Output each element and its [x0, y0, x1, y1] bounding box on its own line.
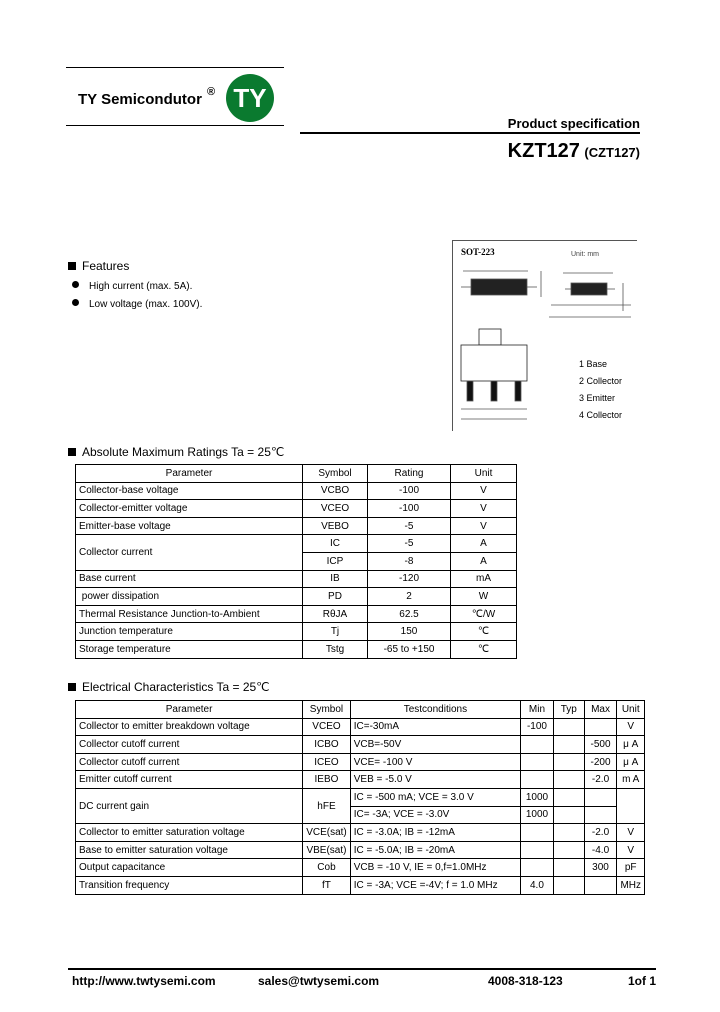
- table-row: [76, 605, 517, 623]
- table-header-row: [76, 465, 517, 483]
- table-cell: [521, 824, 554, 842]
- table-row: [76, 588, 517, 606]
- table-cell: [584, 788, 617, 806]
- table-cell: [553, 771, 584, 789]
- table-cell: VCEO: [303, 718, 351, 736]
- table-cell: IC = -3.0A; IB = -12mA: [350, 824, 520, 842]
- table-cell: -2.0: [584, 824, 617, 842]
- features-heading: Features: [68, 259, 129, 273]
- package-unit: Unit: mm: [571, 251, 599, 258]
- table-cell: Collector cutoff current: [76, 753, 303, 771]
- elec-char-table: [75, 700, 645, 895]
- table-cell: V: [451, 517, 517, 535]
- table-cell: [553, 876, 584, 894]
- table-cell: -5: [368, 535, 451, 553]
- table-cell: ℃: [451, 640, 517, 658]
- footer-page-number: 1of 1: [628, 974, 657, 988]
- table-cell: -65 to +150: [368, 640, 451, 658]
- table-cell: m A: [617, 771, 645, 789]
- table-row: [76, 841, 645, 859]
- table-cell: 2: [368, 588, 451, 606]
- table-cell: -500: [584, 736, 617, 754]
- table-cell: A: [451, 535, 517, 553]
- header-top-rule: [66, 67, 284, 68]
- table-cell: IC=-30mA: [350, 718, 520, 736]
- table-cell: [521, 771, 554, 789]
- registered-mark: ®: [207, 86, 216, 98]
- table-cell: IC= -3A; VCE = -3.0V: [350, 806, 520, 824]
- table-row: [76, 753, 645, 771]
- table-cell: Tj: [303, 623, 368, 641]
- product-specification-label: Product specification: [507, 116, 640, 131]
- table-row: [76, 788, 645, 806]
- table-cell: mA: [451, 570, 517, 588]
- pin-label: 4 Collector: [579, 410, 623, 420]
- table-row: [76, 570, 517, 588]
- table-cell: ℃/W: [451, 605, 517, 623]
- table-cell: ICP: [303, 552, 368, 570]
- table-cell: IC = -5.0A; IB = -20mA: [350, 841, 520, 859]
- table-cell: Cob: [303, 859, 351, 877]
- square-bullet-icon: [68, 448, 76, 456]
- table-cell: Emitter-base voltage: [76, 517, 303, 535]
- footer-website-link[interactable]: http://www.twtysemi.com: [72, 974, 216, 988]
- table-cell: DC current gain: [76, 788, 303, 823]
- footer-rule: [68, 968, 656, 970]
- table-cell: power dissipation: [76, 588, 303, 606]
- table-row: [76, 736, 645, 754]
- part-number-block: [508, 140, 640, 163]
- table-cell: 1000: [521, 788, 554, 806]
- table-cell: [553, 736, 584, 754]
- table-cell: pF: [617, 859, 645, 877]
- table-cell: -200: [584, 753, 617, 771]
- table-cell: V: [617, 841, 645, 859]
- table-cell: [584, 806, 617, 824]
- table-cell: Output capacitance: [76, 859, 303, 877]
- table-cell: Collector current: [76, 535, 303, 570]
- company-name: TY Semicondutor: [78, 91, 202, 108]
- table-cell: Thermal Resistance Junction-to-Ambient: [76, 605, 303, 623]
- table-cell: VCBO: [303, 482, 368, 500]
- abs-max-heading: Absolute Maximum Ratings Ta = 25℃: [68, 445, 284, 459]
- table-cell: 4.0: [521, 876, 554, 894]
- table-cell: [553, 753, 584, 771]
- table-cell: V: [451, 482, 517, 500]
- table-cell: Collector-emitter voltage: [76, 500, 303, 518]
- table-row: [76, 718, 645, 736]
- table-cell: Tstg: [303, 640, 368, 658]
- table-cell: -5: [368, 517, 451, 535]
- part-number: KZT127: [507, 140, 580, 162]
- abs-max-table: [75, 464, 517, 659]
- table-cell: 1000: [521, 806, 554, 824]
- table-row: [76, 771, 645, 789]
- table-cell: ℃: [451, 623, 517, 641]
- table-cell: [553, 841, 584, 859]
- round-bullet-icon: [72, 299, 79, 306]
- table-cell: [584, 876, 617, 894]
- footer-email-link[interactable]: sales@twtysemi.com: [258, 974, 380, 988]
- table-cell: PD: [303, 588, 368, 606]
- table-cell: VEB = -5.0 V: [350, 771, 520, 789]
- table-cell: [617, 788, 645, 823]
- table-cell: Base current: [76, 570, 303, 588]
- square-bullet-icon: [68, 683, 76, 691]
- alt-part-number: (CZT127): [584, 145, 640, 160]
- table-cell: -4.0: [584, 841, 617, 859]
- table-cell: [521, 841, 554, 859]
- column-header: Parameter: [76, 701, 303, 719]
- table-cell: [584, 718, 617, 736]
- footer-phone: 4008-318-123: [488, 974, 563, 988]
- table-cell: VCB = -10 V, IE = 0,f=1.0MHz: [350, 859, 520, 877]
- table-cell: IC: [303, 535, 368, 553]
- table-cell: Storage temperature: [76, 640, 303, 658]
- table-row: [76, 859, 645, 877]
- table-row: [76, 482, 517, 500]
- table-cell: 150: [368, 623, 451, 641]
- table-row: [76, 517, 517, 535]
- table-cell: [521, 753, 554, 771]
- table-cell: ICEO: [303, 753, 351, 771]
- column-header: Symbol: [303, 701, 351, 719]
- table-cell: IEBO: [303, 771, 351, 789]
- table-cell: V: [617, 824, 645, 842]
- table-cell: V: [617, 718, 645, 736]
- table-cell: VCB=-50V: [350, 736, 520, 754]
- column-header: Rating: [368, 465, 451, 483]
- package-drawing: [452, 240, 637, 431]
- column-header: Min: [521, 701, 554, 719]
- table-cell: [521, 736, 554, 754]
- column-header: Typ: [553, 701, 584, 719]
- table-cell: hFE: [303, 788, 351, 823]
- table-cell: Collector cutoff current: [76, 736, 303, 754]
- table-cell: IC = -3A; VCE =-4V; f = 1.0 MHz: [350, 876, 520, 894]
- table-cell: [553, 718, 584, 736]
- table-cell: 300: [584, 859, 617, 877]
- table-cell: 62.5: [368, 605, 451, 623]
- column-header: Parameter: [76, 465, 303, 483]
- square-bullet-icon: [68, 262, 76, 270]
- table-cell: Collector to emitter saturation voltage: [76, 824, 303, 842]
- table-header-row: [76, 701, 645, 719]
- table-cell: [553, 824, 584, 842]
- table-cell: fT: [303, 876, 351, 894]
- table-cell: VCE= -100 V: [350, 753, 520, 771]
- table-row: [76, 824, 645, 842]
- package-name: SOT-223: [461, 247, 495, 257]
- table-cell: Base to emitter saturation voltage: [76, 841, 303, 859]
- round-bullet-icon: [72, 281, 79, 288]
- table-cell: IC = -500 mA; VCE = 3.0 V: [350, 788, 520, 806]
- feature-item: Low voltage (max. 100V).: [72, 299, 202, 310]
- table-cell: μ A: [617, 753, 645, 771]
- table-cell: [553, 806, 584, 824]
- header-bottom-rule: [66, 125, 284, 126]
- table-cell: -2.0: [584, 771, 617, 789]
- column-header: Testconditions: [350, 701, 520, 719]
- table-cell: VCEO: [303, 500, 368, 518]
- table-cell: VBE(sat): [303, 841, 351, 859]
- table-cell: -8: [368, 552, 451, 570]
- table-cell: [553, 859, 584, 877]
- table-cell: RθJA: [303, 605, 368, 623]
- table-row: [76, 623, 517, 641]
- table-cell: Junction temperature: [76, 623, 303, 641]
- table-row: [76, 535, 517, 553]
- elec-char-heading: Electrical Characteristics Ta = 25℃: [68, 680, 270, 694]
- column-header: Symbol: [303, 465, 368, 483]
- table-cell: W: [451, 588, 517, 606]
- table-cell: Transition frequency: [76, 876, 303, 894]
- pin-label: 3 Emitter: [579, 393, 616, 403]
- table-cell: ICBO: [303, 736, 351, 754]
- table-cell: [553, 788, 584, 806]
- table-row: [76, 640, 517, 658]
- column-header: Max: [584, 701, 617, 719]
- table-cell: -120: [368, 570, 451, 588]
- product-spec-rule: [300, 132, 640, 134]
- feature-item: High current (max. 5A).: [72, 281, 192, 292]
- table-cell: V: [451, 500, 517, 518]
- table-cell: A: [451, 552, 517, 570]
- table-cell: -100: [521, 718, 554, 736]
- table-cell: -100: [368, 482, 451, 500]
- company-logo: TY: [226, 74, 274, 122]
- column-header: Unit: [617, 701, 645, 719]
- table-row: [76, 876, 645, 894]
- table-cell: Collector-base voltage: [76, 482, 303, 500]
- pin-label: 2 Collector: [579, 376, 623, 386]
- pin-label: 1 Base: [579, 359, 608, 369]
- table-cell: VEBO: [303, 517, 368, 535]
- table-cell: IB: [303, 570, 368, 588]
- table-cell: Collector to emitter breakdown voltage: [76, 718, 303, 736]
- table-cell: -100: [368, 500, 451, 518]
- table-cell: MHz: [617, 876, 645, 894]
- table-cell: μ A: [617, 736, 645, 754]
- table-cell: VCE(sat): [303, 824, 351, 842]
- table-row: [76, 500, 517, 518]
- column-header: Unit: [451, 465, 517, 483]
- table-cell: [521, 859, 554, 877]
- table-cell: Emitter cutoff current: [76, 771, 303, 789]
